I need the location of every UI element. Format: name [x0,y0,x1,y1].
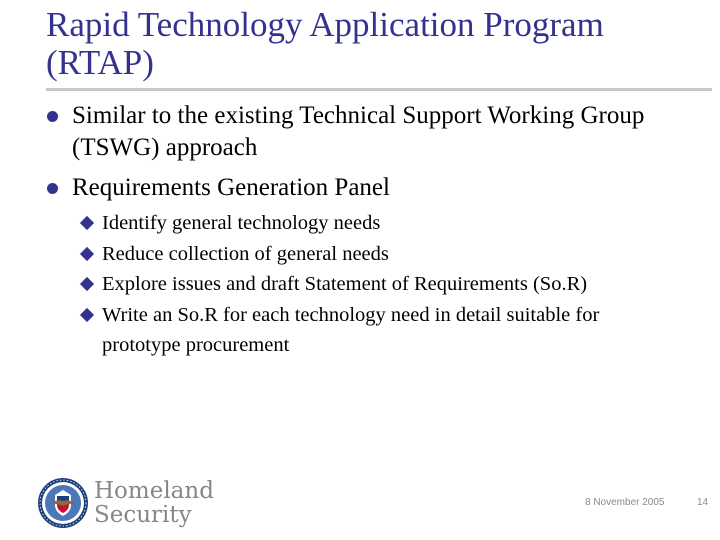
sub-bullet-text: Identify general technology needs [102,212,381,234]
dhs-seal-icon [36,476,90,530]
sub-bullet-item [0,208,672,239]
footer-date: 8 November 2005 [585,497,665,508]
slide-title: Rapid Technology Application Program (RTAP) [46,5,604,82]
bullet-text: Requirements Generation Panel [72,174,390,201]
sub-bullet-item [0,300,672,361]
sub-bullet-item [0,269,672,300]
bullet-item [0,100,662,164]
sub-bullet-text: Explore issues and draft Statement of Requirements (So.R) [102,273,588,295]
logo-line-1: Homeland [94,478,214,504]
round-bullet-icon [47,111,58,122]
diamond-bullet-icon [80,307,94,321]
sub-bullet-list [0,208,720,361]
bullet-item [0,172,662,204]
bullet-list [0,100,720,361]
homeland-security-logo [36,476,216,532]
logo-wordmark [94,479,214,527]
page-number: 14 [697,497,709,508]
bullet-text: Similar to the existing Technical Support Working Group (TSWG) approach [72,102,645,161]
round-bullet-icon [47,183,58,194]
diamond-bullet-icon [80,246,94,260]
diamond-bullet-icon [80,277,94,291]
sub-bullet-text: Reduce collection of general needs [102,242,389,265]
sub-bullet-text: Write an So.R for each technology need in detail suitable for prototype procurement [102,303,600,356]
title-underline [46,88,712,91]
diamond-bullet-icon [80,216,94,230]
sub-bullet-item [0,239,672,270]
logo-line-2: Security [94,502,192,528]
